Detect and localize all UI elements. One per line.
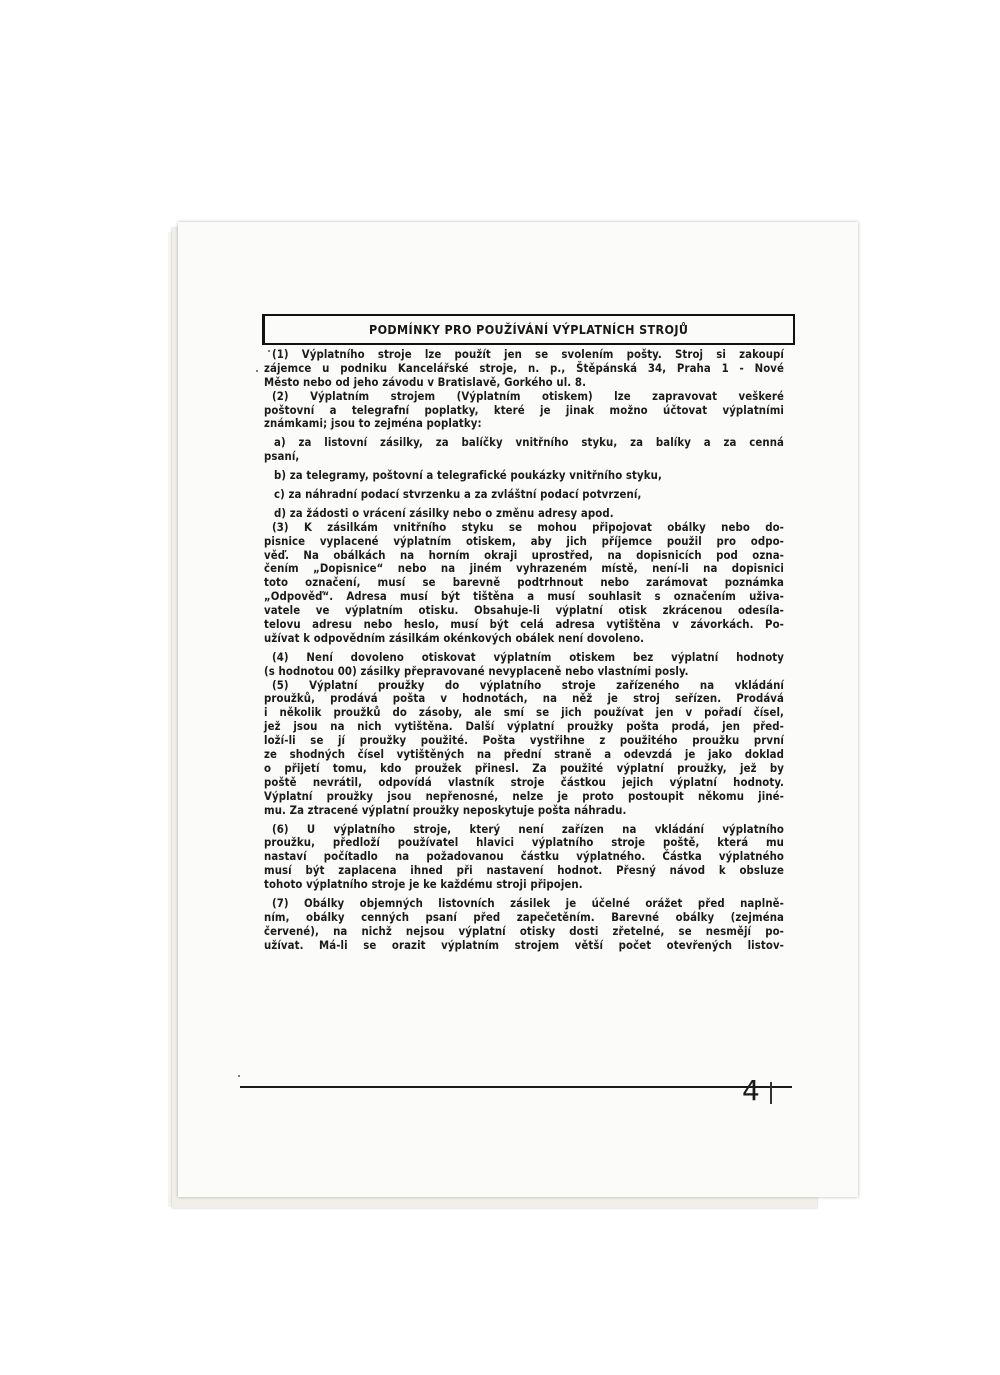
text-line: zájemce u podniku Kancelářské stroje, n. p., Štěpánská 34, Praha 1 - Nové: [264, 361, 784, 375]
page-title: PODMÍNKY PRO POUŽÍVÁNÍ VÝPLATNÍCH STROJŮ: [369, 322, 689, 337]
text-line: Město nebo od jeho závodu v Bratislavě, Gorkého ul. 8.: [264, 375, 587, 389]
text-line: psaní,: [264, 450, 300, 464]
body-text: [264, 348, 784, 953]
text-line: užívat k odpovědním zásilkám okénkových obálek není dovoleno.: [264, 631, 645, 645]
text-line: toto označení, musí se barevně podtrhnout nebo zarámovat poznámka: [264, 576, 784, 590]
text-line: (1) Výplatního stroje lze použít jen se svolením pošty. Stroj si zakoupí: [272, 348, 784, 361]
text-line: věď. Na obálkách na horním okraji uprostřed, na dopisnicích pod ozna-: [264, 548, 784, 562]
text-line: a) za listovní zásilky, za balíčky vnitřního styku, za balíky a za cenná: [274, 436, 784, 450]
text-line: mu. Za ztracené výplatní proužky neposkytuje pošta náhradu.: [264, 803, 627, 817]
text-line: musí být zaplacena ihned při nastavení hodnot. Přesný návod k obsluze: [264, 864, 784, 878]
text-line: poštovní a telegrafní poplatky, které je jinak možno účtovat výplatními: [264, 403, 784, 417]
text-line: červené), na nichž nejsou výplatní otisky dosti zřetelné, se nesmějí po-: [264, 924, 784, 938]
text-line: (2) Výplatním strojem (Výplatním otiskem) lze zapravovat veškeré: [272, 389, 784, 403]
text-line: ze shodných čísel vytištěných na přední straně a odevzdá je jako doklad: [264, 748, 784, 762]
text-line: loží-li se jí proužky použité. Pošta vystřihne z použitého proužku první: [264, 734, 784, 748]
text-line: jež jsou na nich vytištěna. Další výplatní proužky pošta prodá, jen před-: [264, 720, 784, 734]
text-line: telovu adresu nebo heslo, musí být celá adresa vytištěna v závorkách. Po-: [264, 618, 784, 632]
text-line: známkami; jsou to zejména poplatky:: [264, 417, 482, 431]
footer-rule: [240, 1086, 792, 1088]
text-line: c) za náhradní podací stvrzenku a za zvláštní podací potvrzení,: [274, 488, 642, 502]
text-line: Výplatní proužky jsou nepřenosné, nelze je proto postoupit někomu jiné-: [264, 789, 784, 803]
text-line: i několik proužků do zásoby, ale smí se jich používat jen v pořadí čísel,: [264, 706, 784, 720]
text-line: „Odpověď“. Adresa musí být tištěna a musí souhlasit s označením uživa-: [264, 590, 784, 604]
page-number-mark: [770, 1082, 772, 1104]
text-line: (4) Není dovoleno otiskovat výplatním otiskem bez výplatní hodnoty: [272, 650, 784, 664]
page-number: 4: [742, 1074, 760, 1107]
text-line: (s hodnotou 00) zásilky přepravované nevyplaceně nebo vlastními posly.: [264, 664, 689, 678]
text-line: nastaví počítadlo na požadovanou částku výplatného. Částka výplatného: [264, 850, 784, 864]
text-line: (3) K zásilkám vnitřního styku se mohou připojovat obálky nebo do-: [272, 520, 784, 534]
text-line: d) za žádosti o vrácení zásilky nebo o změnu adresy apod.: [274, 506, 614, 520]
text-line: proužku, předloží používatel hlavici výplatního stroje poště, která mu: [264, 836, 784, 850]
text-line: o přijetí tomu, kdo proužek přinesl. Za použité výplatní proužky, jež by: [264, 761, 784, 775]
document-page: [178, 222, 858, 1197]
text-line: proužků, prodává pošta v hodnotách, na něž je stroj seřízen. Prodává: [264, 692, 784, 706]
text-line: ním, obálky cenných psaní před zapečetěním. Barevné obálky (zejména: [264, 910, 784, 924]
text-line: čením „Dopisnice“ nebo na jiném vyhrazeném místě, není-li na dopisnici: [264, 562, 784, 576]
text-line: poště nevrátil, odpovídá vlastník stroje částkou jejich výplatní hodnoty.: [264, 775, 784, 789]
text-line: užívat. Má-li se orazit výplatním strojem větší počet otevřených listov-: [264, 938, 784, 952]
text-line: b) za telegramy, poštovní a telegrafické poukázky vnitřního styku,: [274, 469, 662, 483]
text-line: pisnice vyplacené výplatním otiskem, aby jich příjemce použil pro odpo-: [264, 534, 784, 548]
dust-speck: [238, 1075, 240, 1077]
text-line: (5) Výplatní proužky do výplatního stroje zařízeného na vkládání: [272, 678, 784, 692]
dust-speck: [268, 350, 270, 352]
text-line: tohoto výplatního stroje je ke každému stroji připojen.: [264, 878, 583, 892]
text-line: (6) U výplatního stroje, který není zařízen na vkládání výplatního: [272, 822, 784, 836]
dust-speck: [256, 370, 258, 372]
text-line: vatele ve výplatním otisku. Obsahuje-li výplatní otisk zkrácenou odesíla-: [264, 604, 784, 618]
text-line: (7) Obálky objemných listovních zásilek je účelné orážet před naplně-: [272, 896, 784, 910]
title-frame: [262, 314, 795, 345]
